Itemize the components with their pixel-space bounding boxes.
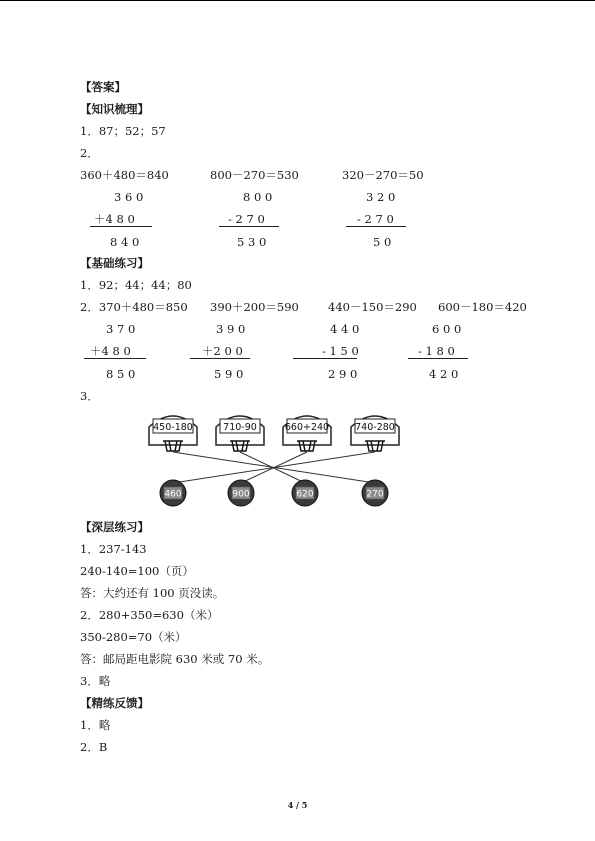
vertical-operand: - 2 7 0: [357, 212, 394, 226]
vertical-result: 8 5 0: [106, 367, 136, 381]
s2-q1: 1．92；44；44；80: [80, 278, 192, 292]
vertical-top: 6 0 0: [432, 322, 462, 336]
s1-equation: 320－270＝50: [342, 168, 424, 182]
basket-label: 450-180: [153, 422, 193, 433]
vertical-operand: - 1 8 0: [418, 344, 455, 358]
s1-q1: 1．87；52；57: [80, 124, 166, 138]
s2-equation: 600－180＝420: [438, 300, 527, 314]
s3-line: 答：大约还有 100 页没读。: [80, 586, 225, 600]
header-rule: [0, 0, 595, 1]
vertical-rule: [408, 358, 468, 359]
ball: [292, 480, 318, 506]
vertical-top: 3 2 0: [366, 190, 396, 204]
section-heading-feedback: 【精练反馈】: [80, 696, 149, 710]
s4-line: 2．B: [80, 740, 108, 754]
basket-hoop: [149, 416, 197, 451]
s3-line: 1．237-143: [80, 542, 147, 556]
vertical-result: 5 0: [373, 235, 392, 249]
vertical-result: 5 9 0: [214, 367, 244, 381]
vertical-rule: [190, 358, 250, 359]
basket-label: 660+240: [284, 422, 330, 433]
vertical-operand: ＋2 0 0: [202, 344, 243, 358]
vertical-top: 4 4 0: [330, 322, 360, 336]
basket-label: 740-280: [355, 422, 395, 433]
s3-line: 2．280+350=630（米）: [80, 608, 219, 622]
vertical-rule: [293, 358, 357, 359]
ball-label: 270: [366, 489, 384, 500]
section-heading-deep: 【深层练习】: [80, 520, 149, 534]
ball: [160, 480, 186, 506]
page-number: 4 / 5: [287, 800, 308, 810]
answer-heading: 【答案】: [80, 80, 126, 94]
s2-q2: 2．370＋480＝850: [80, 300, 188, 314]
section-heading-basic: 【基础练习】: [80, 256, 149, 270]
vertical-operand: - 2 7 0: [228, 212, 265, 226]
ball-label: 900: [232, 489, 250, 500]
s3-line: 350-280=70（米）: [80, 630, 187, 644]
s1-equation: 360＋480＝840: [80, 168, 169, 182]
ball-label: 620: [296, 489, 314, 500]
vertical-rule: [90, 226, 152, 227]
vertical-rule: [346, 226, 406, 227]
vertical-operand: ＋4 8 0: [90, 344, 131, 358]
s2-q3: 3．: [80, 389, 99, 403]
s3-line: 答：邮局距电影院 630 米或 70 米。: [80, 652, 270, 666]
vertical-rule: [84, 358, 146, 359]
vertical-operand: - 1 5 0: [322, 344, 359, 358]
s1-equation: 800－270＝530: [210, 168, 299, 182]
basket-hoop: [351, 416, 399, 451]
vertical-result: 8 4 0: [110, 235, 140, 249]
ball-label: 460: [164, 489, 182, 500]
s2-equation: 390＋200＝590: [210, 300, 299, 314]
vertical-top: 3 9 0: [216, 322, 246, 336]
vertical-operand: ＋4 8 0: [94, 212, 135, 226]
s1-q2: 2．: [80, 146, 99, 160]
matching-diagram: [140, 405, 400, 515]
s2-equation: 440－150＝290: [328, 300, 417, 314]
vertical-rule: [219, 226, 279, 227]
basket-label: 710-90: [223, 422, 257, 433]
s3-line: 3．略: [80, 674, 111, 688]
vertical-result: 2 9 0: [328, 367, 358, 381]
ball: [362, 480, 388, 506]
s3-line: 240-140=100（页）: [80, 564, 194, 578]
vertical-top: 8 0 0: [243, 190, 273, 204]
vertical-top: 3 7 0: [106, 322, 136, 336]
basket-hoop: [283, 416, 331, 451]
vertical-top: 3 6 0: [114, 190, 144, 204]
basketball-matching-figure: [140, 405, 400, 515]
basket-hoop: [216, 416, 264, 451]
section-heading-knowledge: 【知识梳理】: [80, 102, 149, 116]
vertical-result: 4 2 0: [429, 367, 459, 381]
s4-line: 1．略: [80, 718, 111, 732]
ball: [228, 480, 254, 506]
vertical-result: 5 3 0: [237, 235, 267, 249]
